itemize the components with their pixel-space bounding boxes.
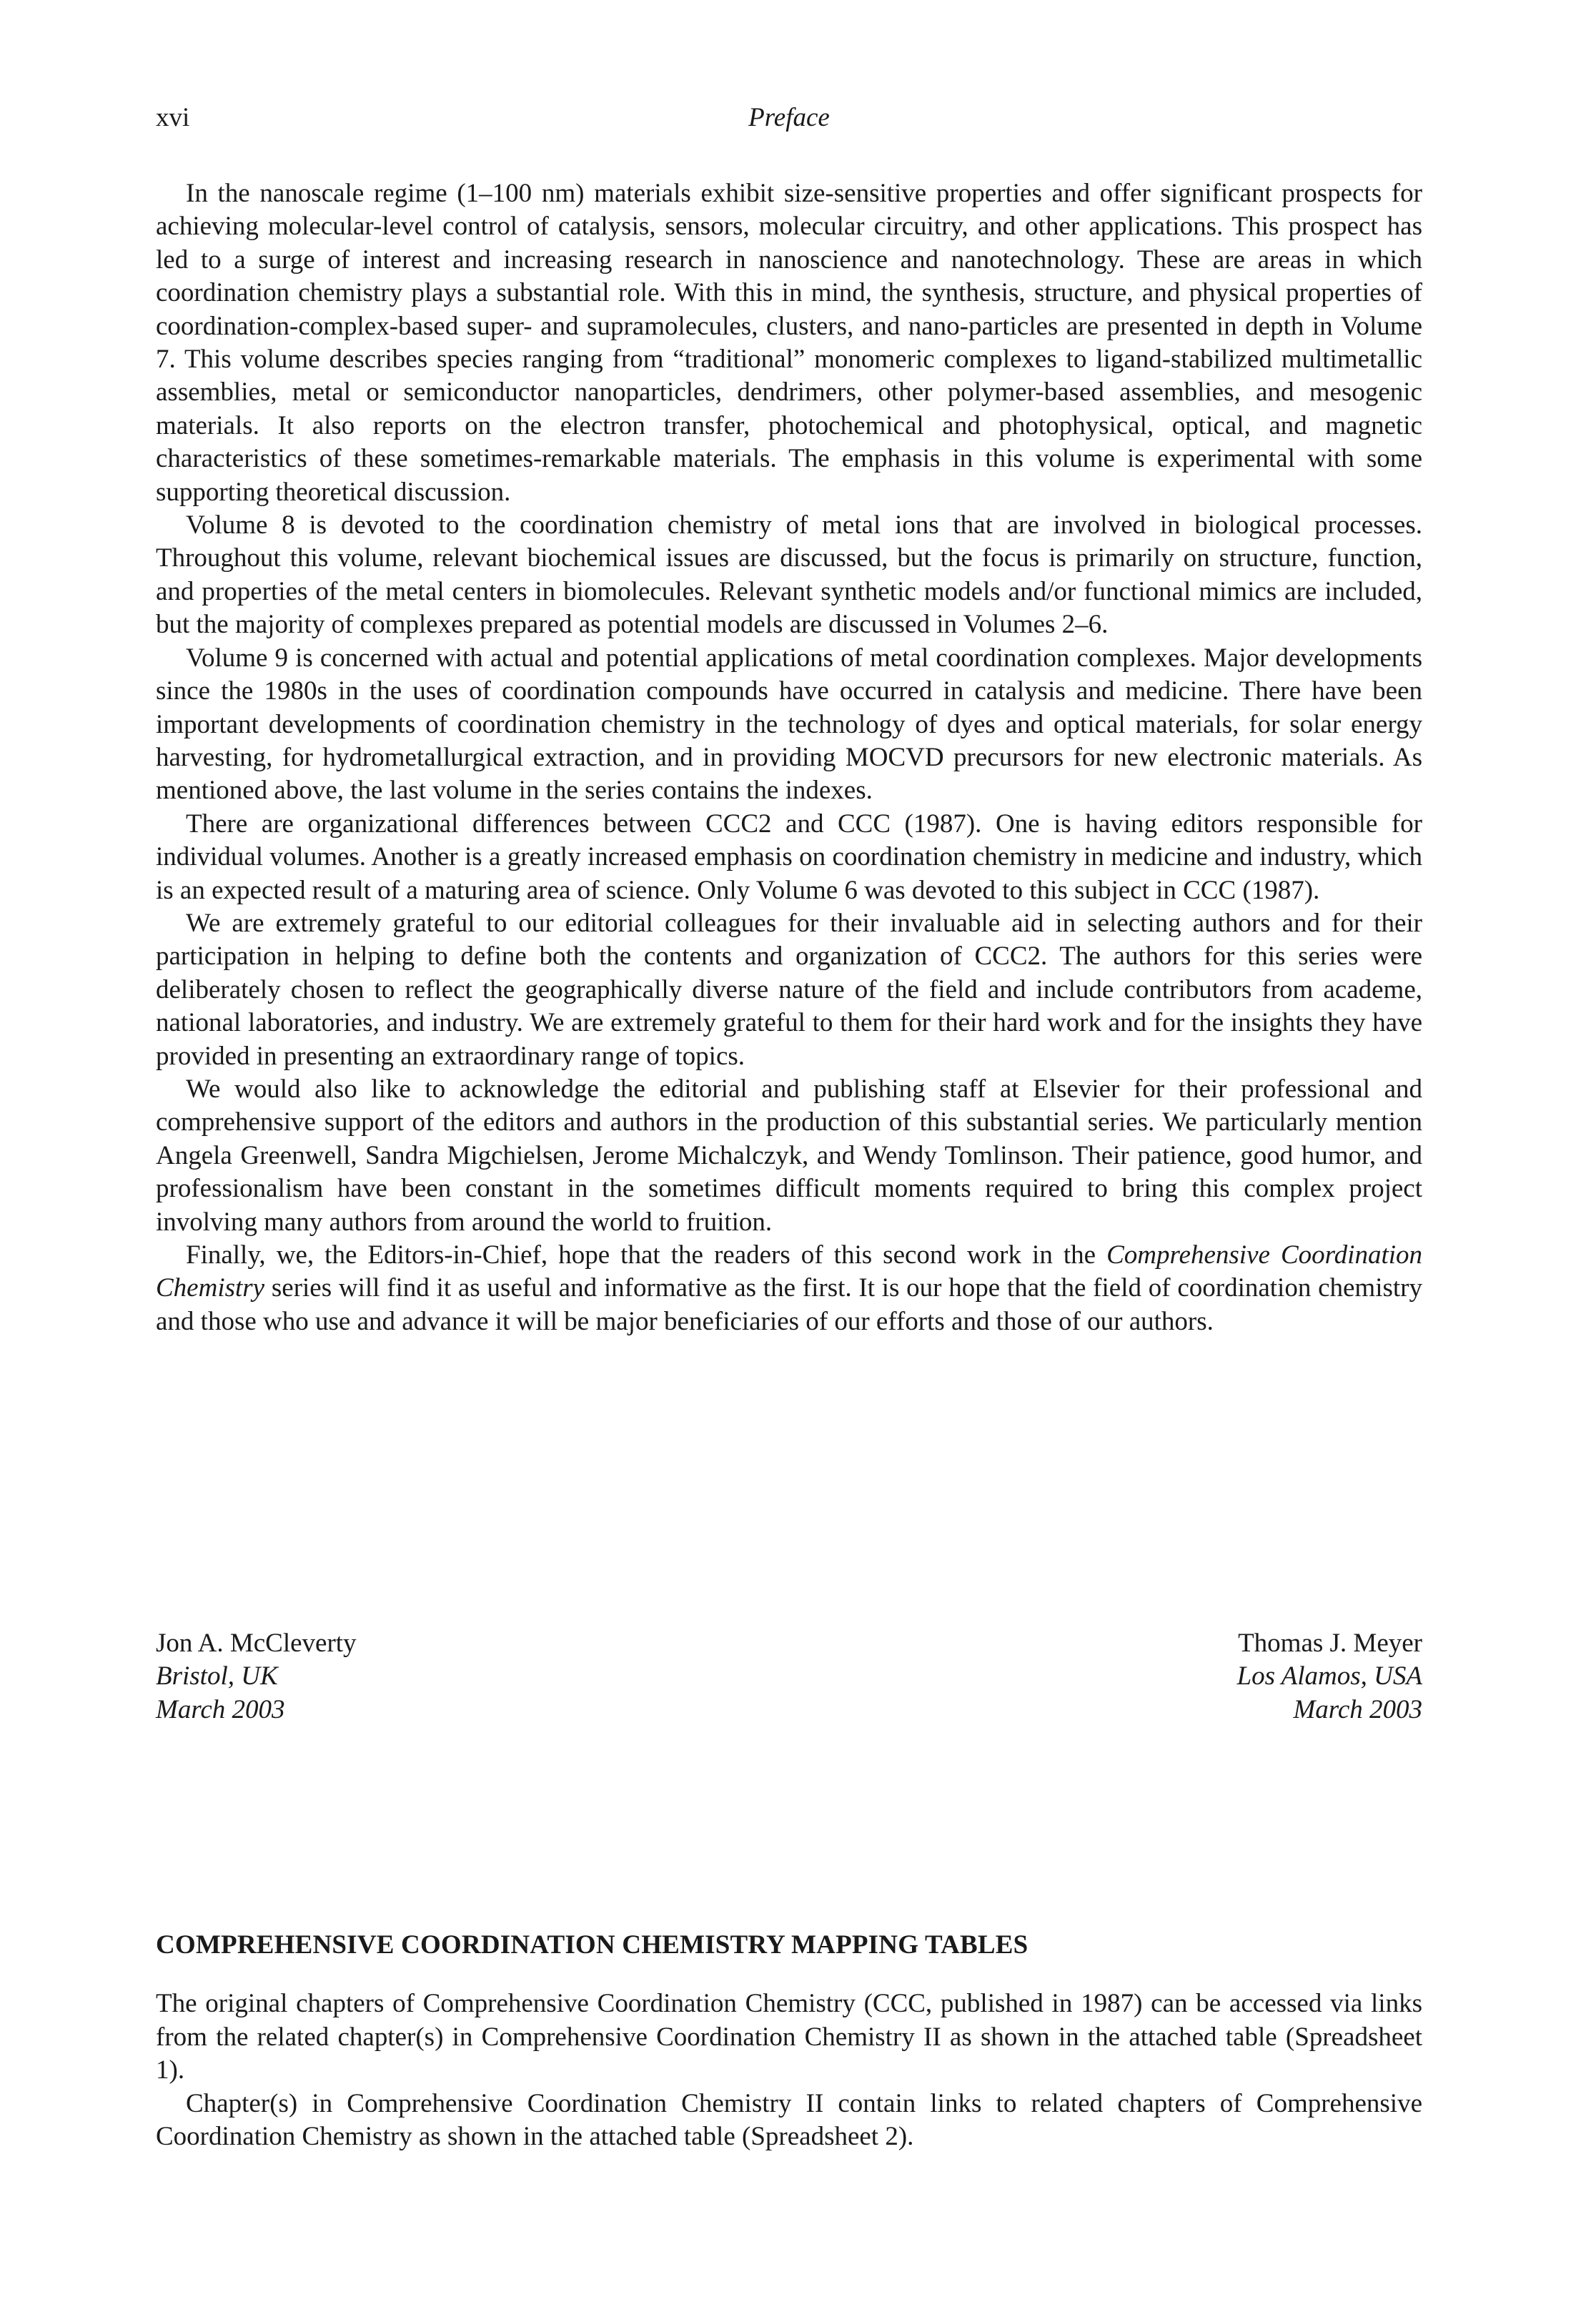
mapping-tables-section bbox=[156, 1929, 1422, 2153]
signature-right-place: Los Alamos, USA bbox=[1236, 1661, 1422, 1691]
running-title: Preface bbox=[748, 103, 830, 132]
signature-right-date: March 2003 bbox=[1293, 1694, 1422, 1724]
paragraph-organizational-differences: There are organizational differences between CCC2 and CCC (1987). One is having editors responsible for individual volumes. Another is a greatly increased emphasis on coordination chemistry in medicine and industry, which is an expected result of a maturing area of science. Only Volume 6 was devoted to this subject in CCC (1987). bbox=[156, 809, 1422, 905]
paragraph-volume-9: Volume 9 is concerned with actual and potential applications of metal coordination complexes. Major developments since the 1980s in the uses of coordination compounds have occurred in catalysis and medicine. There have been important developments of coordination chemistry in the technology of dyes and optical materials, for solar energy harvesting, for hydrometallurgical extraction, and in providing MOCVD precursors for new electronic materials. As mentioned above, the last volume in the series contains the indexes. bbox=[156, 643, 1422, 806]
closing-text-start: Finally, we, the Editors-in-Chief, hope that the readers of this second work in the bbox=[186, 1240, 1107, 1270]
signature-right-name: Thomas J. Meyer bbox=[1238, 1629, 1422, 1658]
signature-right bbox=[1237, 1627, 1422, 1727]
mapping-paragraph-2: Chapter(s) in Comprehensive Coordination Chemistry II contain links to related chapters of Comprehensive Coordination Chemistry as shown in the attached table (Spreadsheet 2). bbox=[156, 2088, 1422, 2152]
paragraph-elsevier-staff: We would also like to acknowledge the editorial and publishing staff at Elsevier for their professional and comprehensive support of the editors and authors in the production of this substantial series. We particularly mention Angela Greenwell, Sandra Migchielsen, Jerome Michalczyk, and Wendy Tomlinson. Their patience, good humor, and professionalism have been constant in the sometimes difficult moments required to bring this complex project involving many authors from around the world to fruition. bbox=[156, 1074, 1422, 1237]
signature-left bbox=[156, 1627, 357, 1727]
section-heading: COMPREHENSIVE COORDINATION CHEMISTRY MAPPING TABLES bbox=[156, 1930, 1029, 1960]
paragraph-editorial-colleagues: We are extremely grateful to our editorial colleagues for their invaluable aid in selecting authors and for their participation in helping to define both the contents and organization of CCC2. The authors for this series were deliberately chosen to reflect the geographically diverse nature of the field and include contributors from academe, national laboratories, and industry. We are extremely grateful to them for their hard work and for the insights they have provided in presenting an extraordinary range of topics. bbox=[156, 908, 1422, 1071]
paragraph-nanoscale: In the nanoscale regime (1–100 nm) materials exhibit size-sensitive properties and offer significant prospects for achieving molecular-level control of catalysis, sensors, molecular circuitry, and other applications. This prospect has led to a surge of interest and increasing research in nanoscience and nanotechnology. These are areas in which coordination chemistry plays a substantial role. With this in mind, the synthesis, structure, and physical properties of coordination-complex-based super- and supramolecules, clusters, and nano-particles are presented in depth in Volume 7. This volume describes species ranging from “traditional” monomeric complexes to ligand-stabilized multimetallic assemblies, metal or semiconductor nanoparticles, dendrimers, other polymer-based assemblies, and mesogenic materials. It also reports on the electron transfer, photochemical and photophysical, optical, and magnetic characteristics of these sometimes-remarkable materials. The emphasis in this volume is experimental with some supporting theoretical discussion. bbox=[156, 179, 1422, 507]
paragraph-closing bbox=[156, 1239, 1422, 1338]
closing-text-title: Comprehensive Coordination Chemistry bbox=[156, 1240, 1423, 1303]
page-number: xvi bbox=[156, 103, 190, 132]
closing-text-end: series will find it as useful and informative as the first. It is our hope that the field of coordination chemistry and those who use and advance it will be major beneficiaries of our efforts and those of our authors. bbox=[156, 1273, 1422, 1336]
preface-body bbox=[156, 177, 1422, 1338]
mapping-paragraph-1: The original chapters of Comprehensive Coordination Chemistry (CCC, published in 1987) can be accessed via links from the related chapter(s) in Comprehensive Coordination Chemistry II as shown in the attached table (Spreadsheet 1). bbox=[156, 1989, 1422, 2085]
signature-left-name: Jon A. McCleverty bbox=[156, 1629, 357, 1658]
paragraph-volume-8: Volume 8 is devoted to the coordination chemistry of metal ions that are involved in biological processes. Throughout this volume, relevant biochemical issues are discussed, but the focus is primarily on structure, function, and properties of the metal centers in biomolecules. Relevant synthetic models and/or functional mimics are included, but the majority of complexes prepared as potential models are discussed in Volumes 2–6. bbox=[156, 510, 1422, 640]
signature-left-place: Bristol, UK bbox=[156, 1661, 278, 1691]
running-header bbox=[156, 100, 1422, 136]
signature-left-date: March 2003 bbox=[156, 1694, 285, 1724]
